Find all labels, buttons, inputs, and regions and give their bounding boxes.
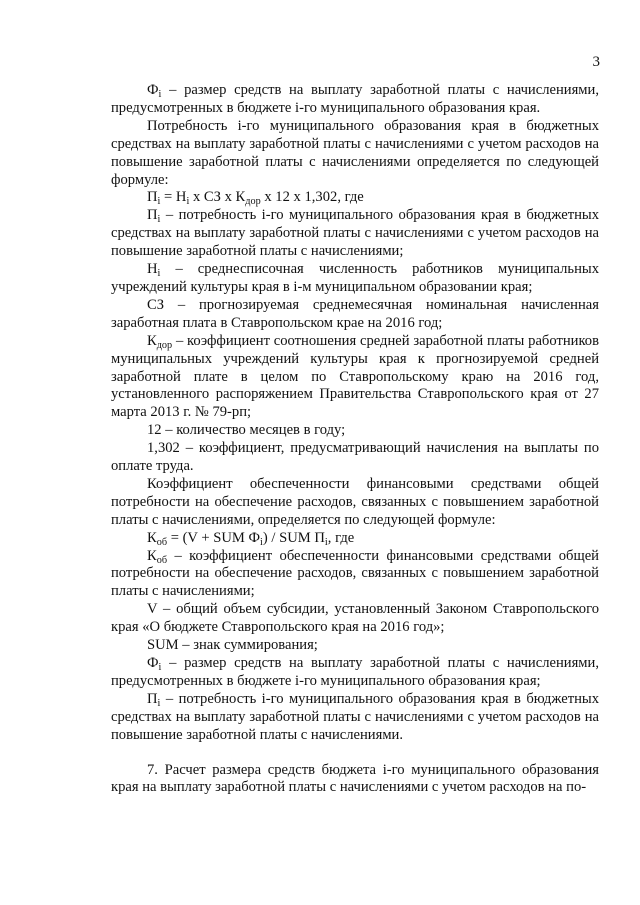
definition-item	[111, 422, 599, 440]
definition-text: – коэффициент обеспеченности финансовыми средствами общей потребности на обеспечение расходов, связанных с повышением заработной платы с начислениями;	[111, 547, 599, 600]
definition-item	[111, 655, 599, 691]
formula-part: К	[147, 529, 157, 546]
symbol: СЗ	[147, 296, 165, 313]
definition-item	[111, 261, 599, 297]
formula-part: х 12 х 1,302, где	[260, 189, 364, 206]
symbol: П	[147, 207, 158, 224]
document-body	[111, 82, 599, 797]
definition-text: – количество месяцев в году;	[161, 422, 346, 439]
formula-part: = (V + SUM Ф	[167, 529, 261, 546]
definition-text: – потребность i-го муниципального образования края в бюджетных средствах на выплату заработной платы с начислениями с учетом расходов на повышение заработной платы с начислениями;	[111, 207, 599, 260]
formula-part: х СЗ х К	[189, 189, 246, 206]
subscript: i	[158, 662, 162, 673]
symbol: 1,302	[147, 440, 180, 457]
formula-part: = Н	[160, 189, 187, 206]
symbol: Н	[147, 261, 158, 278]
definition-text: – среднесписочная численность работников муниципальных учреждений культуры края в i-м муниципальном образовании края;	[111, 261, 599, 295]
definition-item	[111, 333, 599, 423]
subscript: i	[158, 89, 162, 100]
symbol: 12	[147, 422, 162, 439]
paragraph-need-intro: Потребность i-го муниципального образования края в бюджетных средствах на выплату заработной платы с начислениями с учетом расходов на повышение заработной платы с начислениями определяется по следующей формуле:	[111, 117, 599, 188]
page-number: 3	[592, 54, 600, 70]
formula-part: ) / SUM П	[262, 529, 325, 546]
symbol: Ф	[147, 82, 159, 98]
definition-text: – коэффициент соотношения средней заработной платы работников муниципальных учреждений культуры края к прогнозируемой средней заработной плате в целом по Ставропольскому краю на 2016 год, установленного распоряжением Правительства Ставропольского края от 27 марта 2013 г. № 79-рп;	[111, 332, 599, 421]
subscript: i	[157, 268, 161, 280]
definition-item	[111, 691, 599, 745]
section-7-heading: 7. Расчет размера средств бюджета i-го муниципального образования края на выплату заработной платы с начислениями с учетом расходов на по-	[111, 761, 599, 796]
definition-item	[111, 440, 599, 476]
symbol: SUM	[147, 637, 179, 654]
subscript: i	[157, 697, 161, 709]
symbol: К	[147, 547, 157, 564]
formula-subscript: i	[324, 536, 328, 548]
formula-part: , где	[327, 529, 355, 546]
definition-text: – потребность i-го муниципального образования края в бюджетных средствах на выплату заработной платы с начислениями с учетом расходов на повышение заработной платы с начислениями.	[111, 690, 599, 743]
definition-item	[111, 548, 599, 602]
formula-subscript: дор	[245, 196, 261, 208]
subscript: об	[156, 554, 168, 566]
definition-item	[111, 207, 599, 261]
definition-text: – знак суммирования;	[178, 637, 318, 654]
formula-subscript: i	[260, 536, 263, 548]
definition-item	[111, 601, 599, 637]
definition-text: – размер средств на выплату заработной платы с начислениями, предусмотренных в бюджете i-го муниципального образования края;	[111, 655, 599, 689]
definition-item	[111, 297, 599, 333]
subscript: дор	[156, 339, 173, 351]
formula-coefficient	[111, 530, 599, 548]
definition-text: – общий объем субсидии, установленный Законом Ставропольского края «О бюджете Ставропольского края на 2016 год»;	[111, 601, 599, 636]
symbol: Ф	[147, 655, 159, 671]
paragraph-phi-definition	[111, 82, 599, 118]
formula-part: П	[147, 189, 158, 206]
definition-text: – размер средств на выплату заработной платы с начислениями, предусмотренных в бюджете i-го муниципального образования края.	[111, 82, 599, 116]
symbol: К	[147, 332, 157, 349]
formula-need	[111, 189, 599, 207]
symbol: П	[147, 690, 158, 707]
formula-subscript: i	[186, 196, 190, 208]
paragraph-coefficient-intro: Коэффициент обеспеченности финансовыми средствами общей потребности на обеспечение расходов, связанных с повышением заработной платы с начислениями, определяется по следующей формуле:	[111, 475, 599, 528]
definition-text: – коэффициент, предусматривающий начисления на выплаты по оплате труда.	[111, 440, 599, 475]
definition-text: – прогнозируемая среднемесячная номинальная начисленная заработная плата в Ставропольском крае на 2016 год;	[111, 296, 599, 331]
definition-item	[111, 637, 599, 655]
symbol: V	[147, 601, 158, 618]
formula-subscript: об	[156, 536, 168, 548]
formula-subscript: i	[157, 196, 161, 208]
subscript: i	[157, 214, 161, 226]
